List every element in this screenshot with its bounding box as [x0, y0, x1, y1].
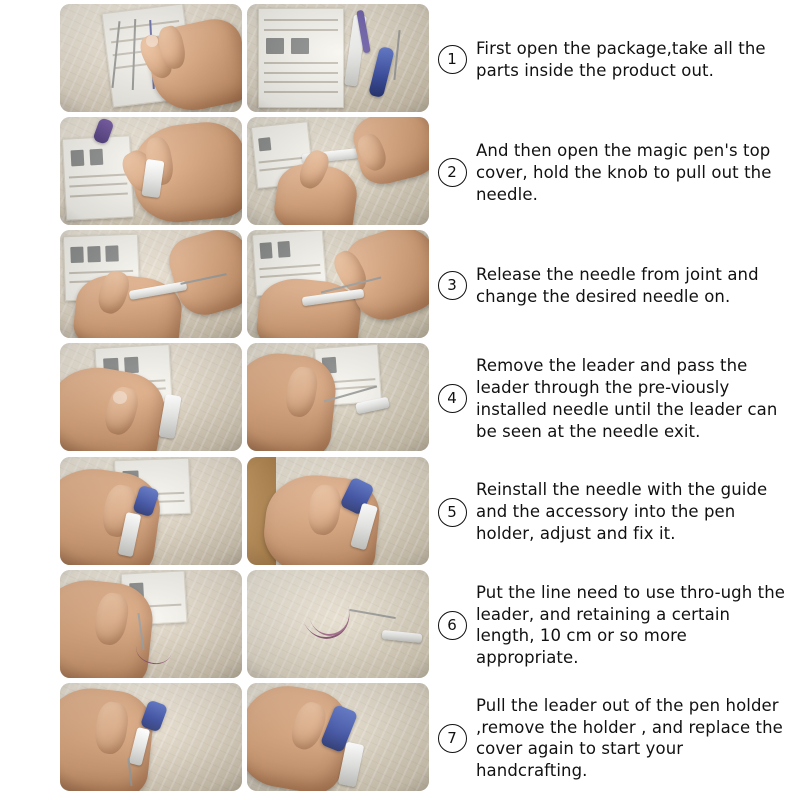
instruction-step [60, 457, 794, 568]
step-photos [60, 570, 430, 681]
step-text-container [474, 343, 794, 454]
step-number-badge: 5 [438, 498, 467, 527]
step-instruction-text: Remove the leader and pass the leader through the pre-viously installed needle until the leader can be seen at the needle exit. [476, 356, 778, 441]
instruction-step [60, 4, 794, 115]
step-number-container [430, 230, 474, 341]
instruction-step [60, 570, 794, 681]
photo-leader-loop-with-thread-on-cloth [247, 570, 429, 678]
step-number-container [430, 457, 474, 568]
step-number-badge: 2 [438, 158, 467, 187]
step-instruction-text: Release the needle from joint and change the desired needle on. [476, 265, 759, 306]
step-instruction-text: Put the line need to use thro-ugh the leader, and retaining a certain length, 10 cm or so more appropriate. [476, 582, 786, 668]
photo-hand-passing-leader-through-needle [247, 343, 429, 451]
step-number-container [430, 343, 474, 454]
step-photos [60, 343, 430, 454]
step-number-container [430, 570, 474, 681]
step-photos [60, 4, 430, 115]
photo-hand-holding-blue-pen-holder [60, 457, 242, 565]
photo-hand-replacing-cover-on-pen [247, 683, 429, 791]
step-instruction-text: And then open the magic pen's top cover, hold the knob to pull out the needle. [476, 141, 772, 204]
step-photos [60, 117, 430, 228]
step-text-container [474, 457, 794, 568]
step-text-container [474, 4, 794, 115]
step-instruction-text: Reinstall the needle with the guide and the accessory into the pen holder, adjust and fix it. [476, 480, 768, 544]
step-photos [60, 230, 430, 341]
photo-hand-reinstalling-needle-into-holder [247, 457, 429, 565]
instruction-step [60, 343, 794, 454]
step-instruction-text: First open the package,take all the parts inside the product out. [476, 38, 766, 80]
photo-hand-pulling-leader-out-of-pen [60, 683, 242, 791]
step-number-container [430, 117, 474, 228]
step-text-container [474, 117, 794, 228]
instruction-step [60, 683, 794, 794]
instruction-step [60, 230, 794, 341]
photo-hand-opening-pen-top-cover [60, 117, 242, 225]
step-photos [60, 683, 430, 794]
step-text-container [474, 570, 794, 681]
photo-hand-pulling-out-needle-knob [247, 117, 429, 225]
step-number-container [430, 4, 474, 115]
photo-hand-changing-desired-needle [247, 230, 429, 338]
step-text-container [474, 230, 794, 341]
photo-hand-releasing-needle-from-joint [60, 230, 242, 338]
step-number-badge: 1 [438, 45, 467, 74]
step-number-badge: 4 [438, 384, 467, 413]
instruction-step [60, 117, 794, 228]
step-number-badge: 3 [438, 271, 467, 300]
step-number-badge: 6 [438, 611, 467, 640]
step-instruction-text: Pull the leader out of the pen holder ,remove the holder , and replace the cover again to start your handcrafting. [476, 695, 783, 781]
photo-package-contents-on-table [247, 4, 429, 112]
photo-hand-removing-leader [60, 343, 242, 451]
photo-hand-holding-packaged-needles [60, 4, 242, 112]
step-photos [60, 457, 430, 568]
step-number-badge: 7 [438, 724, 467, 753]
step-text-container [474, 683, 794, 794]
photo-hand-threading-line-through-leader [60, 570, 242, 678]
step-number-container [430, 683, 474, 794]
